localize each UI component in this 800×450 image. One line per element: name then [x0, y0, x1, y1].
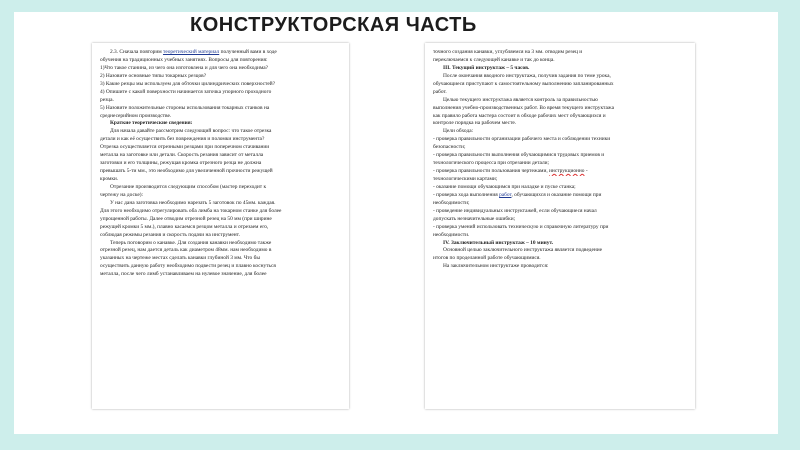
text-line: Целью текущего инструктажа является контроль за правильностью: [443, 96, 598, 103]
text-line: отрезной резец, нам дается деталь как диаметром 48мм. нам необходимо в: [100, 247, 272, 254]
text-line: 4) Опишите с какой поверхности начинается заточка упорного проходного: [100, 88, 272, 95]
text-line: - оказание помощи обучающимся при наладке и пуске станка;: [433, 183, 576, 190]
page-text: [433, 49, 687, 271]
text-line: допускать незначительные ошибки;: [433, 215, 516, 222]
text-line: чертежу на доске):: [100, 191, 144, 198]
text-line: металла на заготовке или детали. Скорость резания зависит от металла: [100, 152, 264, 159]
text-line: - проверка хода выполнения работ, обучающихся и оказание помощи при: [433, 191, 602, 198]
text-line: контроле порядка на рабочем месте.: [433, 120, 517, 127]
slide-title: КОНСТРУКТОРСКАЯ ЧАСТЬ: [190, 14, 477, 36]
spelling-error-mark: инструкционно: [549, 168, 585, 175]
text-line: необходимости;: [433, 199, 470, 206]
text-line: После окончания вводного инструктажа, получив задания по теме урока,: [443, 72, 611, 79]
text-line: IV. Заключительный инструктаж – 10 минут.: [443, 239, 554, 246]
text-line: резца.: [100, 96, 114, 103]
text-line: безопасности;: [433, 144, 466, 151]
text-line: На заключительном инструктаже проводится:: [443, 263, 549, 270]
text-line: 5) Назовите положительные стороны использования токарных станков на: [100, 104, 270, 111]
text-line: Для этого необходимо отрегулировать оба лимба на токарном станке для более: [100, 207, 282, 214]
text-line: обучения на традиционных учебных занятиях. Вопросы для повторения:: [100, 56, 268, 63]
text-line: кромки.: [100, 176, 119, 182]
hyperlink[interactable]: работ: [499, 191, 512, 198]
text-line: 3) Какие резцы мы используем для обточки цилиндрических поверхностей?: [100, 80, 276, 87]
text-line: выполнения учебно-производственных работ. Во время текущего инструктажа: [433, 104, 614, 111]
text-line: соблюдая режимы резания и скорость подачи на инструмент.: [100, 231, 240, 238]
text-line: - проверка правильности организации рабочего места и соблюдении техники: [433, 136, 611, 143]
text-line: У нас дана заготовка необходимо нарезать 5 заготовок по 45мм. каждая.: [110, 199, 276, 206]
text-line: 1)Что такое станина, из чего она изготовлена и для чего она необходима?: [100, 64, 269, 71]
text-line: итогов по проделанной работе обучающимися.: [433, 255, 541, 262]
text-line: Отрезка осуществляется отрезными резцами при поперечном стачивании: [100, 144, 270, 151]
hyperlink[interactable]: теоретический материал: [162, 49, 220, 55]
text-line: Теперь поговорим о канавке. Для создания канавки необходимо также: [110, 239, 272, 246]
text-line: Краткие теоретические сведения:: [110, 120, 193, 127]
text-line: режущей кромки 5 мм.), плавно касаемся резцом металла и отрезаем его,: [100, 223, 269, 230]
text-line: среднесерийном производстве.: [100, 112, 172, 119]
text-line: осуществить данную работу необходимо подвести резец и плавно коснуться: [100, 263, 276, 270]
page-text: [100, 49, 341, 279]
text-line: как правило работа мастера состоит в обходе рабочих мест обучающихся и: [433, 112, 606, 119]
text-line: Для начала давайте рассмотрим следующий вопрос: что такое отрезка: [110, 128, 272, 135]
text-line: указанных на чертеже местах сделать канавки глубиной 3 мм. Что бы: [100, 255, 260, 262]
text-line: переключаемся к следующей канавке и так до конца.: [433, 56, 555, 63]
text-line: технологическими картами;: [433, 176, 498, 182]
text-line: превышать 5-ти мм., это необходимо для увеличенной прочности режущей: [100, 168, 273, 175]
text-line: 2) Назовите основные типы токарных резцов?: [100, 72, 207, 79]
text-line: детали и как её осуществить без повреждения и поломки инструмента?: [100, 136, 265, 143]
text-line: технологического процесса при отрезании детали;: [433, 160, 550, 167]
document-page-left: [92, 43, 349, 409]
text-line: заготовки и его толщины, режущая кромка отрезного резца не должна: [100, 160, 262, 167]
text-line: - проверка правильности выполнения обучающимися трудовых приемов и: [433, 152, 605, 159]
text-line: металла, после чего лимб устанавливаем на нулевое значение, для более: [100, 271, 267, 278]
text-line: - проверка правильности пользования чертежами, инструкционно -: [433, 168, 588, 175]
text-line: необходимости.: [433, 231, 470, 238]
text-line: - проведение индивидуальных инструктажей, если обучающиеся начал: [433, 207, 597, 214]
text-line: - проверка умений использовать техническую и справочную литературу при: [433, 223, 609, 230]
text-line: Цели обхода:: [443, 128, 474, 135]
text-line: упрощенной работы. Далее отводим отрезной резец на 50 мм (при ширине: [100, 215, 272, 222]
text-line: обучающиеся приступают к самостоятельному выполнению запланированных: [433, 80, 614, 87]
text-line: III. Текущий инструктаж – 5 часов.: [443, 64, 530, 71]
text-line: Отрезание производится следующим способом (мастер переходит к: [110, 183, 267, 190]
text-line: точного создания канавки, углубляемся на 3 мм. отводим резец и: [433, 49, 583, 55]
document-page-right: [425, 43, 695, 409]
text-line: Основной целью заключительного инструктажа является подведение: [443, 247, 603, 254]
text-line: работ.: [433, 88, 447, 95]
text-line: 2.3. Сначала повторим теоретический материал полученный вами в ходе: [110, 49, 277, 55]
